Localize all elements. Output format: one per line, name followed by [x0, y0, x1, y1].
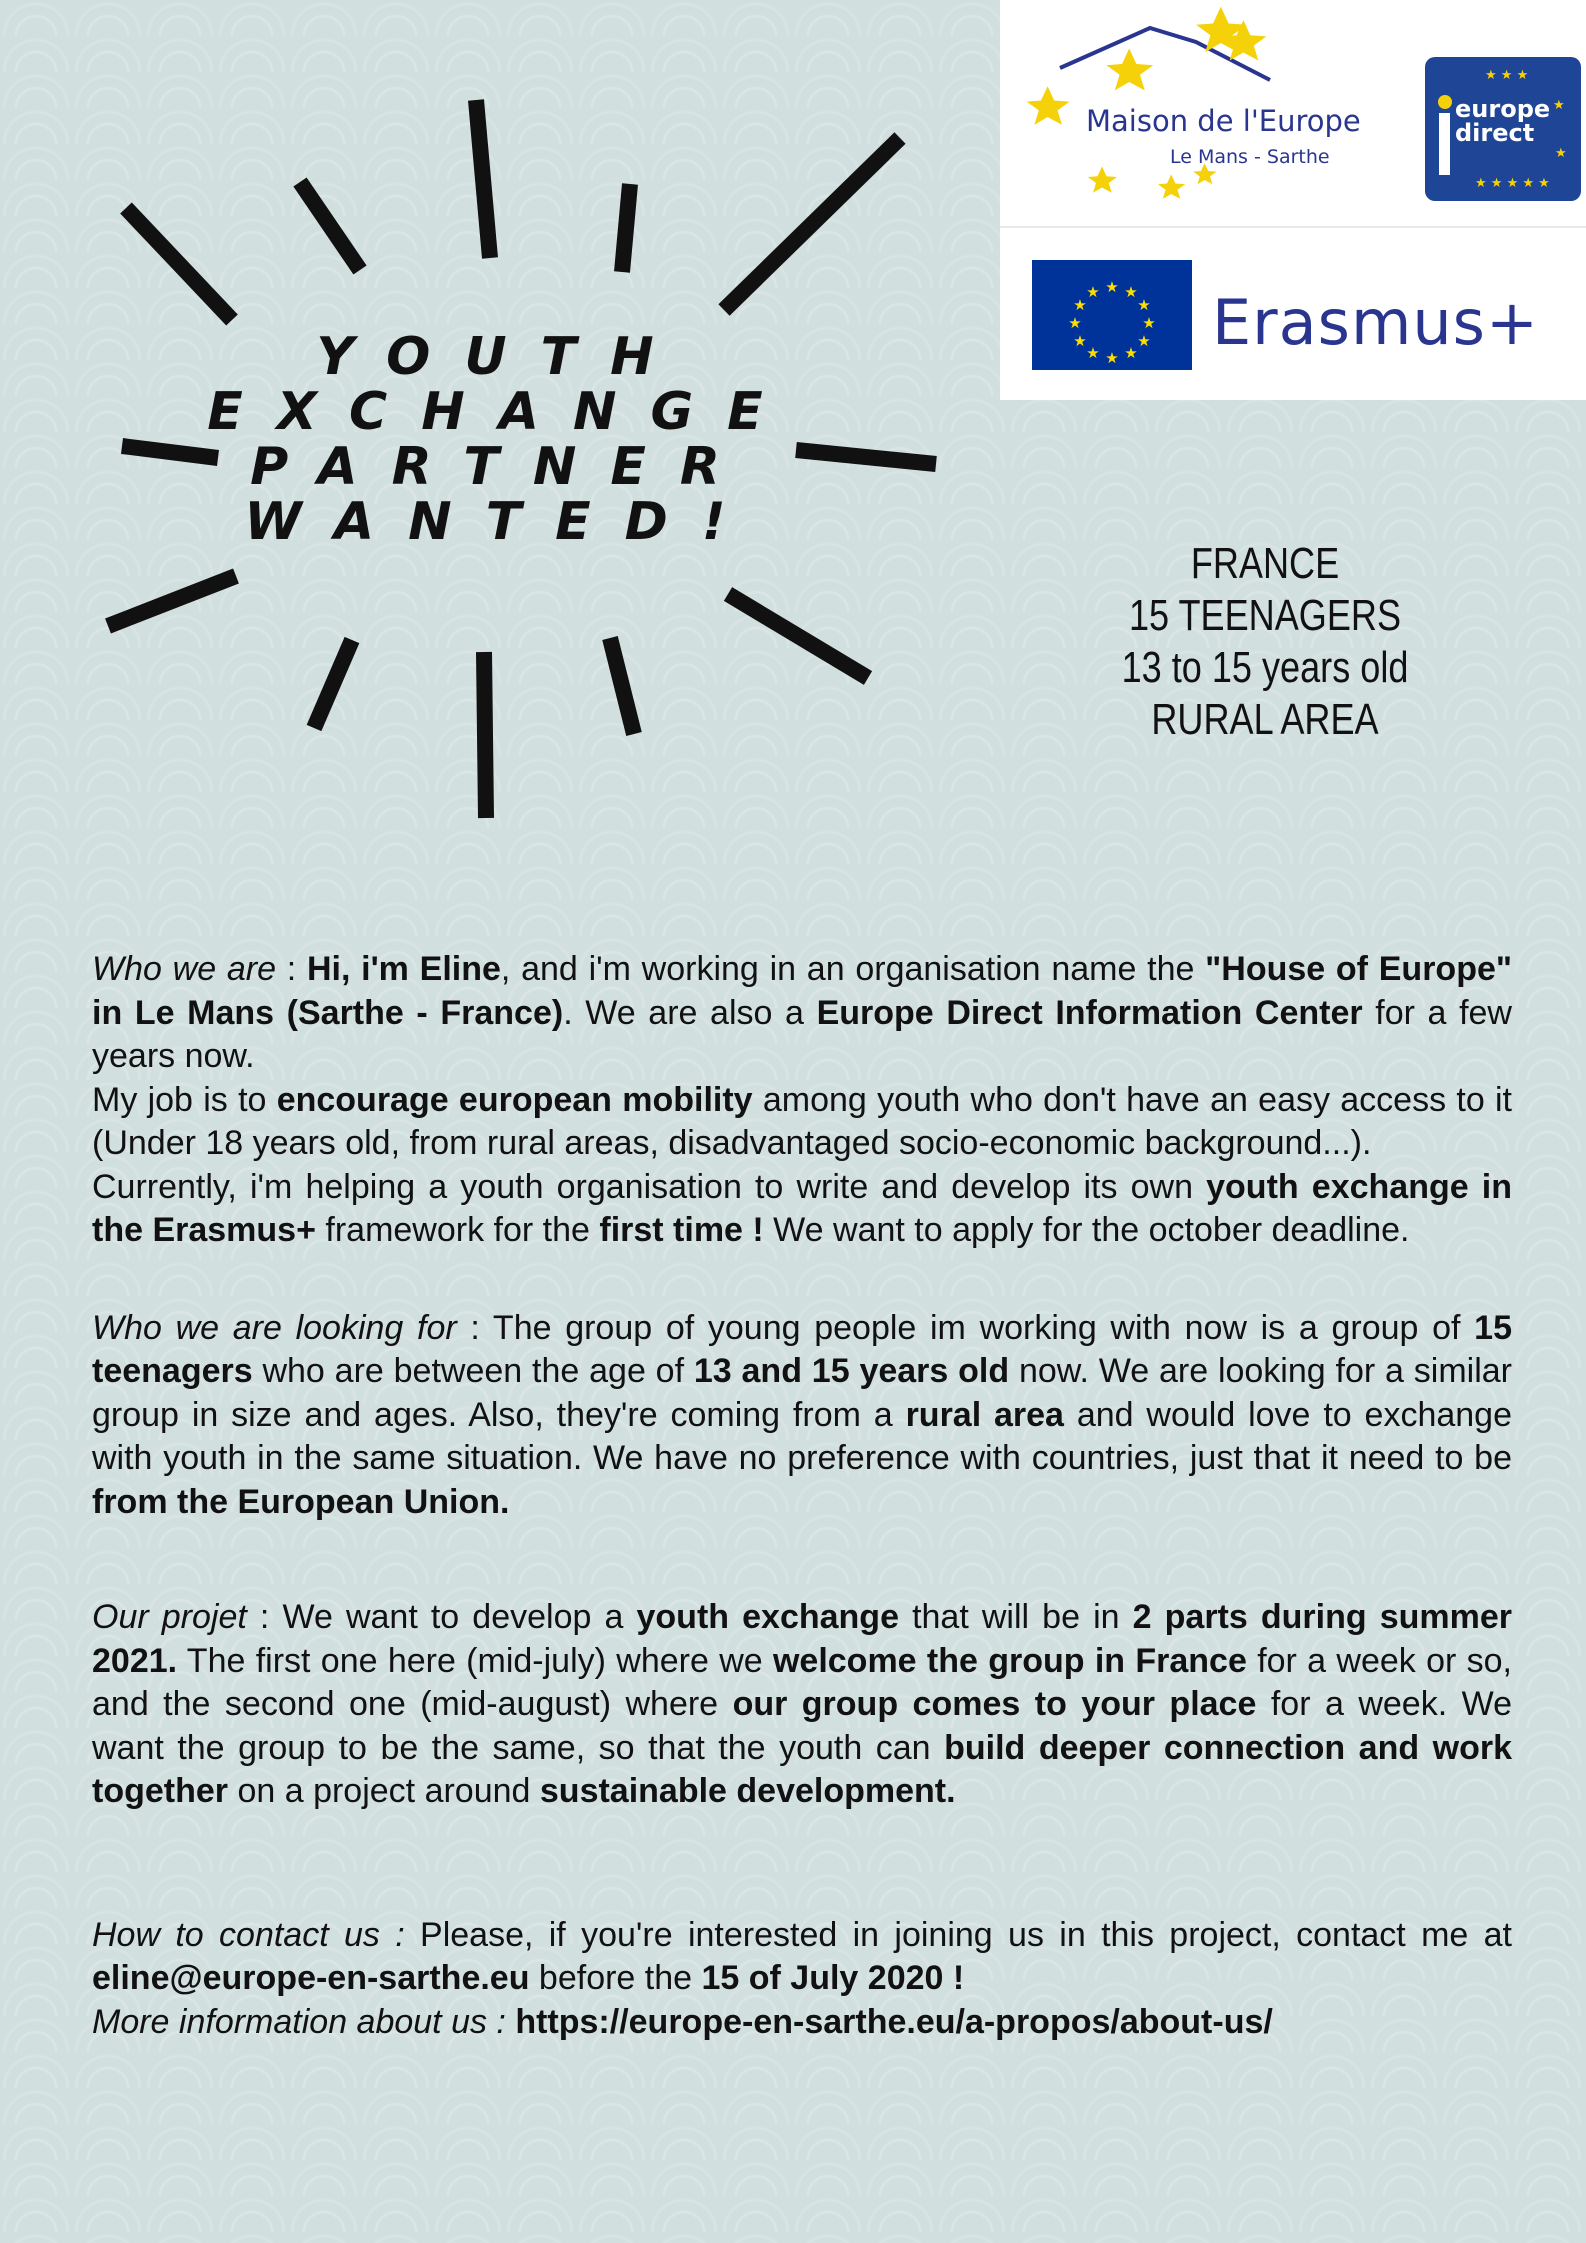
bold-text: 15 teenagers	[92, 1308, 1512, 1390]
text: for a week. We want the group to be the same, so that the youth can	[92, 1685, 1513, 1767]
svg-text:★: ★	[1105, 349, 1119, 367]
bold-text: welcome the group in France	[772, 1641, 1247, 1680]
text: My job is to	[92, 1080, 277, 1119]
svg-text:★: ★	[1073, 296, 1087, 314]
text: before the	[529, 1959, 702, 1997]
eu-flag-icon	[1032, 260, 1192, 370]
svg-text:★: ★	[1105, 278, 1119, 296]
separator: :	[246, 1598, 283, 1636]
bold-text: 2 parts during summer 2021.	[92, 1598, 1512, 1680]
looking-for-paragraph	[92, 1307, 1512, 1525]
headline-line: PARTNER	[250, 437, 754, 497]
who-we-are-paragraph	[92, 948, 1512, 1079]
svg-text:★: ★	[1086, 344, 1100, 362]
fact-age-range: 13 to 15 years old	[1121, 643, 1409, 692]
bold-text: rural area	[905, 1395, 1064, 1434]
europe-direct-logo	[1425, 57, 1581, 201]
website-link[interactable]: https://europe-en-sarthe.eu/a-propos/about-us/	[515, 2002, 1273, 2041]
text: who are between the age of	[252, 1352, 694, 1390]
text: The first one here (mid-july) where we	[177, 1641, 773, 1680]
bold-text: from the European Union.	[92, 1482, 510, 1521]
contact-paragraph	[92, 1914, 1512, 2001]
europe-direct-text	[1455, 97, 1550, 145]
erasmus-plus-logo: Erasmus+	[1212, 286, 1539, 359]
bold-text: 13 and 15 years old	[693, 1352, 1010, 1390]
body-text	[92, 948, 1512, 2044]
text: . We are also a	[563, 993, 817, 1032]
bold-text: our group comes to your place	[732, 1685, 1257, 1723]
text: The group of young people im working with now is a group of	[492, 1308, 1475, 1347]
svg-text:★: ★	[1068, 314, 1082, 332]
maison-title: Maison de l'Europe	[1086, 104, 1361, 138]
key-facts	[1065, 538, 1465, 746]
svg-text:★: ★	[1137, 332, 1151, 350]
text: that will be in	[898, 1598, 1133, 1636]
svg-text:★: ★	[1555, 146, 1567, 161]
svg-text:★ ★ ★ ★ ★: ★ ★ ★ ★ ★	[1475, 176, 1550, 191]
partner-logos	[1000, 0, 1586, 400]
bold-text: Europe Direct Information Center	[816, 993, 1363, 1032]
headline-line: WANTED!	[244, 492, 760, 552]
europe-direct-line2: direct	[1455, 119, 1535, 147]
section-label: Who we are looking for	[92, 1308, 457, 1347]
text: We want to apply for the october deadline.	[763, 1211, 1410, 1249]
separator: :	[276, 950, 307, 988]
text: Currently, i'm helping a youth organisation to write and develop its own	[92, 1167, 1207, 1206]
section-label: Who we are	[92, 950, 277, 988]
bold-text: first time !	[599, 1211, 764, 1249]
fact-group-size: 15 TEENAGERS	[1128, 591, 1402, 640]
text: , and i'm working in an organisation name the	[500, 950, 1206, 988]
svg-text:★: ★	[1137, 296, 1151, 314]
text: and would love to exchange with youth in the same situation. We have no preference with countries, just that it need to be	[92, 1395, 1512, 1477]
maison-de-leurope-logo	[1000, 0, 1410, 225]
fact-country: FRANCE	[1190, 539, 1340, 588]
headline	[165, 327, 805, 552]
more-info-line	[92, 2001, 1512, 2045]
job-paragraph	[92, 1079, 1512, 1166]
headline-line: EXCHANGE	[207, 382, 797, 442]
bold-text: youth exchange in the Erasmus+	[92, 1167, 1512, 1249]
section-label: Our projet	[92, 1598, 247, 1636]
svg-text:★: ★	[1142, 314, 1156, 332]
maison-subtitle: Le Mans - Sarthe	[1170, 146, 1330, 168]
bold-text: encourage european mobility	[276, 1080, 753, 1119]
contact-email-link[interactable]: eline@europe-en-sarthe.eu	[92, 1959, 530, 1997]
text: among youth who don't have an easy access to it (Under 18 years old, from rural areas, disadvantaged socio-economic background...).	[92, 1080, 1512, 1162]
text: Please, if you're interested in joining us in this project, contact me at	[404, 1915, 1513, 1954]
project-paragraph	[92, 1596, 1512, 1814]
bold-text: "House of Europe" in Le Mans (Sarthe - France)	[92, 950, 1512, 1032]
section-label: More information about us :	[92, 2002, 506, 2041]
text: framework for the	[315, 1211, 600, 1249]
bold-text: youth exchange	[636, 1598, 899, 1636]
bold-text: Hi, i'm Eline	[306, 950, 501, 988]
europe-direct-line1: europe	[1455, 95, 1551, 123]
currently-paragraph	[92, 1166, 1512, 1253]
svg-text:★: ★	[1553, 98, 1565, 113]
text: for a week or so, and the second one (mid-august) where	[92, 1641, 1512, 1723]
bold-text: sustainable development.	[539, 1772, 956, 1810]
svg-text:★: ★	[1124, 283, 1138, 301]
bold-text: build deeper connection and work together	[92, 1728, 1512, 1810]
svg-text:★: ★	[1086, 283, 1100, 301]
logo-divider	[1000, 226, 1586, 228]
text: now. We are looking for a similar group in size and ages. Also, they're coming from a	[92, 1352, 1512, 1434]
text: for a few years now.	[92, 993, 1512, 1075]
separator: :	[456, 1308, 493, 1347]
text: on a project around	[228, 1772, 540, 1810]
text: We want to develop a	[282, 1598, 637, 1636]
headline-line: YOUTH	[316, 327, 688, 387]
svg-text:★: ★	[1073, 332, 1087, 350]
deadline-date: 15 of July 2020 !	[701, 1959, 965, 1997]
fact-area: RURAL AREA	[1151, 695, 1379, 744]
svg-text:★ ★ ★: ★ ★ ★	[1485, 68, 1529, 83]
svg-text:★: ★	[1124, 344, 1138, 362]
section-label: How to contact us :	[92, 1915, 405, 1954]
